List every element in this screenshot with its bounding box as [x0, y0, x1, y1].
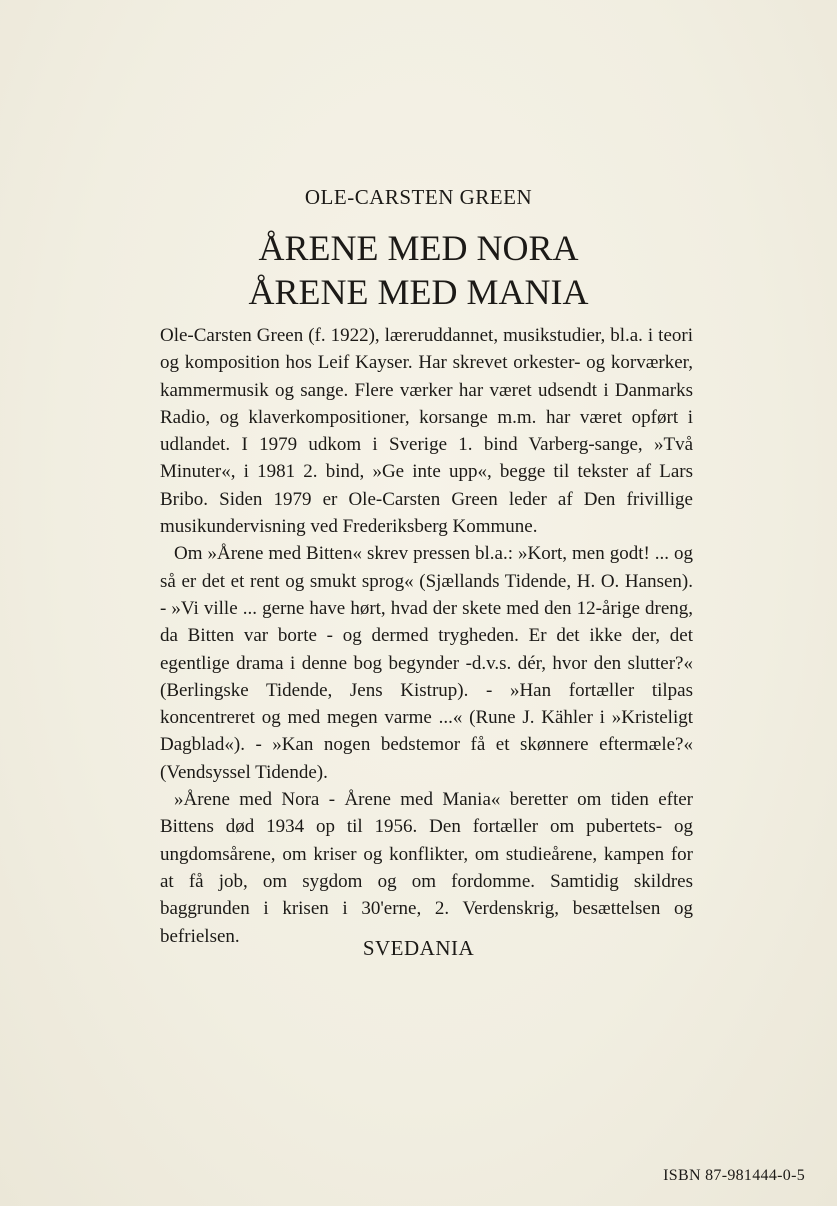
- publisher-name: SVEDANIA: [362, 936, 475, 960]
- blurb-paragraph-press: Om »Årene med Bitten« skrev pressen bl.a.: »Kort, men godt! ... og så er det et rent og smukt sprog« (Sjællands Tidende, H. O. Hansen). - »Vi ville ... gerne have hørt, hvad der skete med den 12-årige dreng, da Bitten var borte - og dermed trygheden. Er det ikke der, det egentlige drama i denne bog begynder -d.v.s. dér, hvor den slutter?« (Berlingske Tidende, Jens Kistrup). - »Han fortæller tilpas koncentreret og med megen varme ...« (Rune J. Kähler i »Kristeligt Dagblad«). - »Kan nogen bedstemor få et skønnere eftermæle?« (Vendsyssel Tidende).: [160, 543, 693, 783]
- blurb-text: [160, 322, 693, 950]
- book-title-line-2: ÅRENE MED MANIA: [248, 272, 589, 312]
- blurb-paragraph-bio: Ole-Carsten Green (f. 1922), læreruddannet, musikstudier, bl.a. i teori og komposition hos Leif Kayser. Har skrevet orkester- og korværker, kammermusik og sange. Flere værker har været udsendt i Danmarks Radio, og klaverkompositioner, korsange m.m. har været opført i udlandet. I 1979 udkom i Sverige 1. bind Varberg-sange, »Två Minuter«, i 1981 2. bind, »Ge inte upp«, begge til tekster af Lars Bribo. Siden 1979 er Ole-Carsten Green leder af Den frivillige musikundervisning ved Frederiksberg Kommune.: [160, 325, 693, 538]
- blurb-paragraph-summary: »Årene med Nora - Årene med Mania« beretter om tiden efter Bittens død 1934 op til 1956. Den fortæller om pubertets- og ungdomsårene, om kriser og konflikter, om studieårene, kampen for at få job, om sygdom og om fordomme. Samtidig skildres baggrunden i krisen i 30'erne, 2. Verdenskrig, besættelsen og befrielsen.: [160, 789, 693, 947]
- author-name: OLE-CARSTEN GREEN: [304, 185, 533, 209]
- book-title-line-1: ÅRENE MED NORA: [258, 228, 579, 268]
- isbn-number: ISBN 87-981444-0-5: [663, 1167, 805, 1184]
